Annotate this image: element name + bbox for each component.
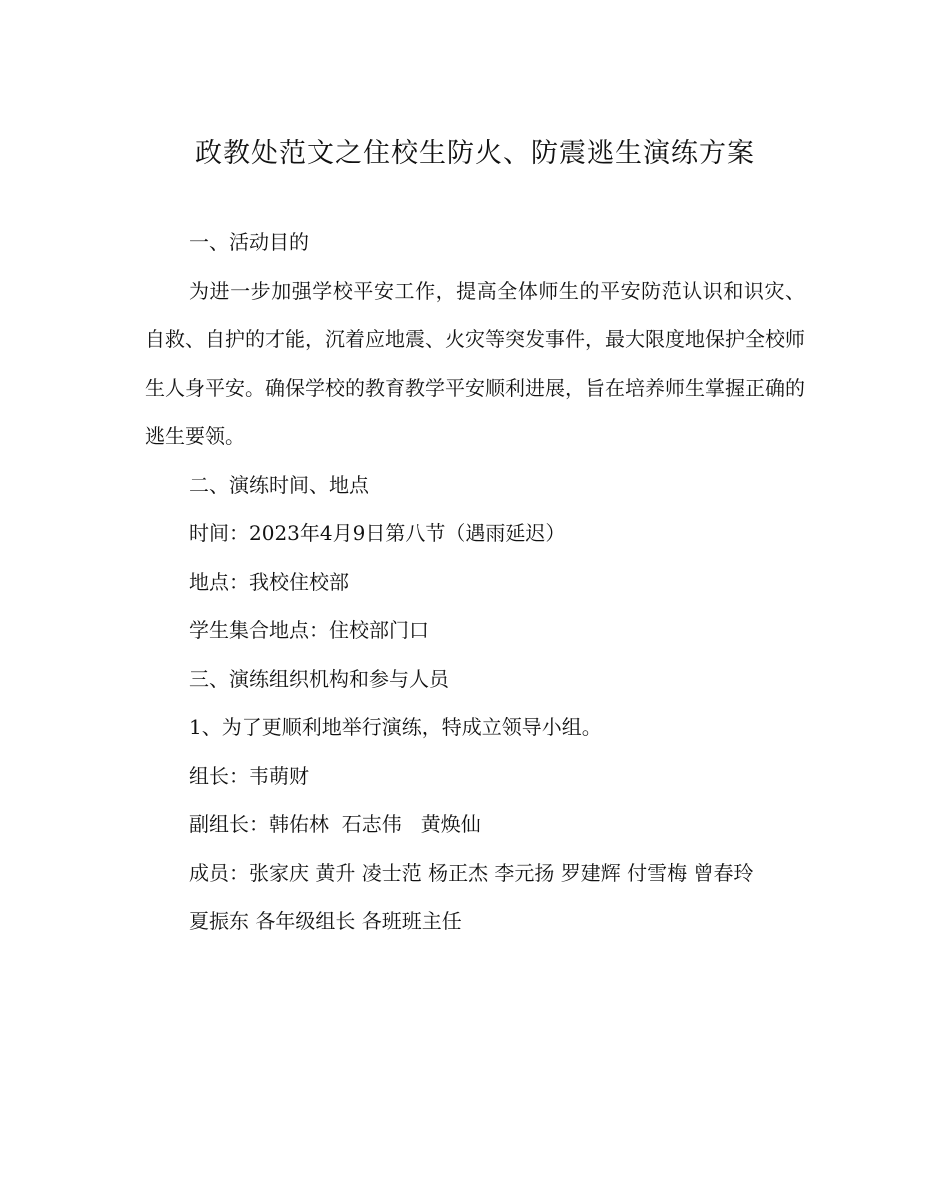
- section-heading-purpose: 一、活动目的: [189, 230, 309, 254]
- document-title: 政教处范文之住校生防火、防震逃生演练方案: [195, 138, 755, 169]
- group-leader-line: 组长：韦萌财: [189, 763, 309, 788]
- section-heading-organization: 三、演练组织机构和参与人员: [189, 666, 449, 691]
- time-line: 时间：2023年4月9日第八节（遇雨延迟）: [189, 521, 566, 545]
- members-paragraph: 成员：张家庆 黄升 凌士范 杨正杰 李元扬 罗建辉 付雪梅 曾春玲: [189, 860, 754, 885]
- purpose-paragraph: 为进一步加强学校平安工作，提高全体师生的平安防范认识和识灾、自救、自护的才能，沉着应地震、火灾等突发事件，最大限度地保护全校师生人身平安。确保学校的教育教学平安顺利进展，旨在培养师生掌握正确的逃生要领。: [145, 278, 805, 448]
- section-heading-time-place: 二、演练时间、地点: [189, 472, 369, 497]
- leadership-group-line: 1、为了更顺利地举行演练，特成立领导小组。: [189, 715, 602, 739]
- document-body: [145, 218, 805, 946]
- deputy-leaders-line: 副组长：韩佑林 石志伟 黄焕仙: [189, 812, 481, 836]
- place-line: 地点：我校住校部: [189, 569, 349, 594]
- members-continued-line: 夏振东 各年级组长 各班班主任: [189, 909, 462, 933]
- assembly-point-line: 学生集合地点：住校部门口: [189, 618, 429, 642]
